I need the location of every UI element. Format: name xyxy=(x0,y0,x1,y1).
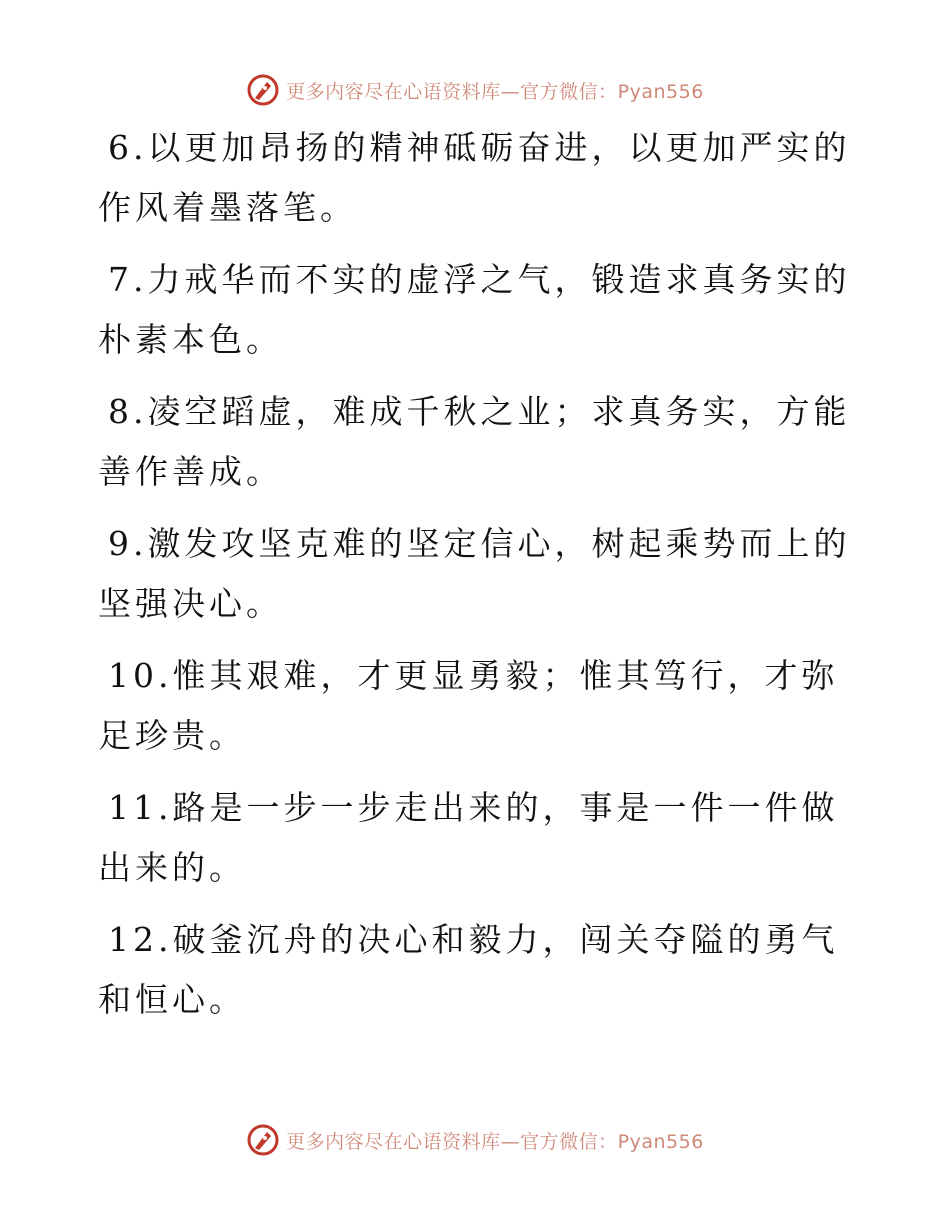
list-item: 9.激发攻坚克难的坚定信心，树起乘势而上的坚强决心。 xyxy=(98,524,851,623)
list-item: 6.以更加昂扬的精神砥砺奋进，以更加严实的作风着墨落笔。 xyxy=(98,128,851,227)
document-body xyxy=(98,118,858,1042)
footer-watermark xyxy=(0,1120,950,1160)
header-watermark xyxy=(0,70,950,110)
list-item: 8.凌空蹈虚，难成千秋之业；求真务实，方能善作善成。 xyxy=(98,392,851,491)
pen-nib-logo-icon xyxy=(246,1123,280,1157)
watermark-text: 更多内容尽在心语资料库—官方微信：Pyan556 xyxy=(286,1130,704,1153)
list-item: 10.惟其艰难，才更显勇毅；惟其笃行，才弥足珍贵。 xyxy=(98,656,839,755)
list-item: 12.破釜沉舟的决心和毅力，闯关夺隘的勇气和恒心。 xyxy=(98,920,839,1019)
list-item: 11.路是一步一步走出来的，事是一件一件做出来的。 xyxy=(98,788,839,887)
pen-nib-logo-icon xyxy=(246,73,280,107)
watermark-text: 更多内容尽在心语资料库—官方微信：Pyan556 xyxy=(286,80,704,103)
list-item: 7.力戒华而不实的虚浮之气，锻造求真务实的朴素本色。 xyxy=(98,260,851,359)
